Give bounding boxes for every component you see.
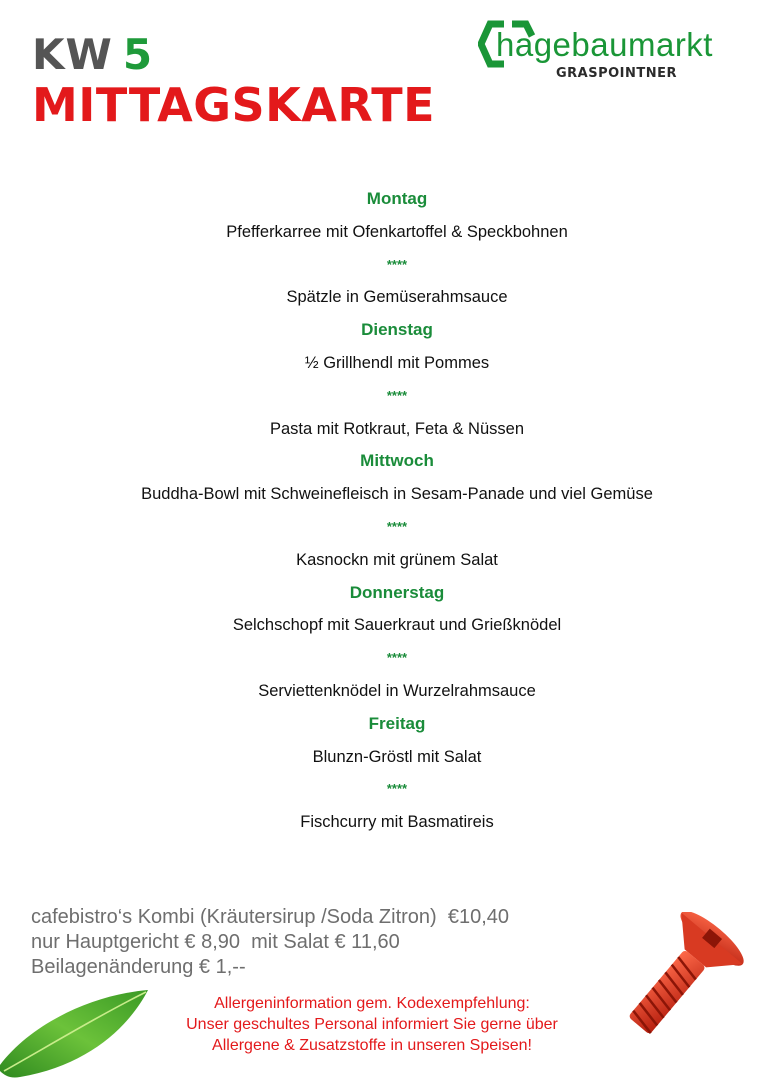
allergen-line: Unser geschultes Personal informiert Sie gerne über [186,1016,558,1033]
dish-item: Pfefferkarree mit Ofenkartoffel & Speckbohnen [226,222,568,241]
day-heading: Montag [366,189,428,208]
dish-item: Kasnockn mit grünem Salat [296,550,498,569]
dish-item: Serviettenknödel in Wurzelrahmsauce [258,681,536,700]
hagebaumarkt-logo [478,20,740,80]
dish-item: Selchschopf mit Sauerkraut und Grießknödel [232,616,562,635]
day-heading: Mittwoch [360,451,434,471]
allergen-line: Allergene & Zusatzstoffe in unseren Speisen! [212,1037,532,1054]
dish-item: Fischcurry mit Basmatireis [300,813,494,832]
logo-subtitle: GRASPOINTNER [556,66,678,81]
kw-number: 5 [122,30,154,79]
menu-list [0,183,764,839]
allergen-info [150,993,594,1056]
dish-separator: **** [386,650,408,666]
calendar-week [32,30,154,79]
logo-brand: hagebaumarkt [496,26,713,63]
dish-item: Blunzn-Gröstl mit Salat [312,747,482,766]
dish-separator: **** [386,518,408,534]
kombi-prices [31,905,509,980]
day-heading: Dienstag [361,320,433,340]
dish-item: Spätzle in Gemüserahmsauce [286,288,508,307]
kw-label: KW [32,30,113,79]
dish-item: Buddha-Bowl mit Schweinefleisch in Sesam-Panade und viel Gemüse [141,485,653,504]
leaf-image [0,985,150,1084]
page-title: MITTAGSKARTE [32,78,436,132]
price-line: nur Hauptgericht € 8,90 mit Salat € 11,60 [31,931,400,953]
side-change-line: Beilagenänderung € 1,-- [31,956,246,978]
kombi-line: cafebistro‘s Kombi (Kräutersirup /Soda Zitron) €10,40 [31,906,509,928]
day-heading: Freitag [368,713,426,733]
dish-separator: **** [386,781,408,797]
dish-separator: **** [386,256,408,272]
dish-item: ½ Grillhendl mit Pommes [304,353,490,372]
day-heading: Donnerstag [349,582,445,602]
red-screw-image [612,912,744,1046]
dish-item: Pasta mit Rotkraut, Feta & Nüssen [269,419,525,438]
hexagon-bracket-right-icon [478,20,740,80]
dish-separator: **** [386,387,408,403]
allergen-line: Allergeninformation gem. Kodexempfehlung: [214,995,530,1012]
